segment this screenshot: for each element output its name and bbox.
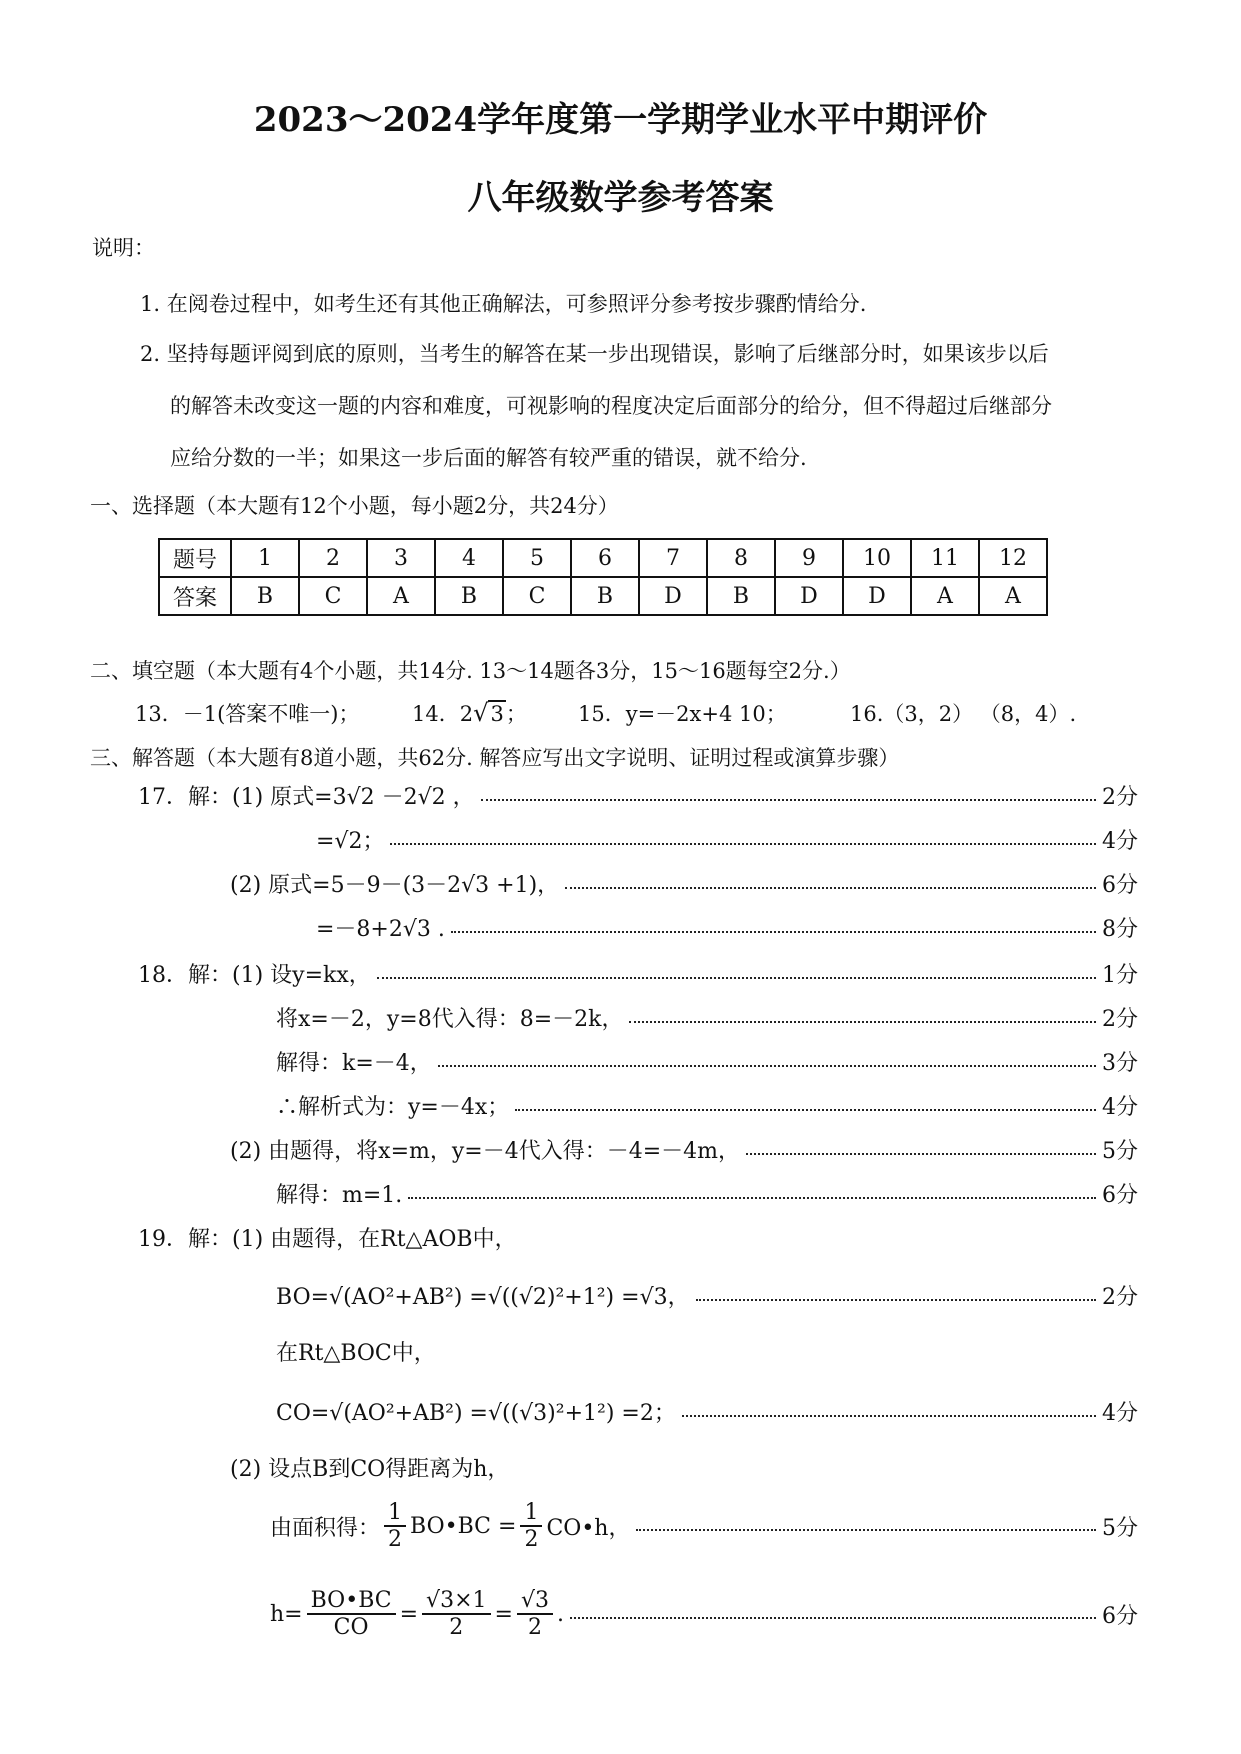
fraction: $\frac{1}{2}$ bbox=[520, 1500, 542, 1552]
table-row bbox=[159, 577, 1047, 615]
fill-answer-15: 15．y=－2x+4 10； bbox=[578, 702, 787, 726]
q18-step-5: (2) 由题得，将x=m，y=－4代入得：－4=－4m， 5分 bbox=[230, 1134, 1138, 1165]
note-item-1: 1. 在阅卷过程中，如考生还有其他正确解法，可参照评分参考按步骤酌情给分. bbox=[140, 292, 867, 316]
fraction: $\frac{BO•BC}{CO}$ bbox=[307, 1588, 396, 1640]
table-cell: A bbox=[979, 577, 1047, 615]
section2-title: 二、填空题（本大题有4个小题，共14分. 13～14题各3分，15～16题每空2分.） bbox=[90, 659, 851, 683]
fraction: $\frac{1}{2}$ bbox=[384, 1500, 406, 1552]
q18-step-6: 解得：m=1. 6分 bbox=[276, 1178, 1138, 1209]
notes-label: 说明： bbox=[92, 236, 155, 260]
fill-answer-14: 14．2√3； bbox=[412, 699, 527, 727]
table-cell: 11 bbox=[911, 539, 979, 577]
fill-answer-16: 16.（3，2） （8，4）. bbox=[850, 702, 1077, 726]
note-item-2-cont: 的解答未改变这一题的内容和难度，可视影响的程度决定后面部分的给分，但不得超过后继部分 bbox=[170, 394, 1052, 418]
table-cell: 12 bbox=[979, 539, 1047, 577]
table-cell: A bbox=[367, 577, 435, 615]
page-subtitle: 八年级数学参考答案 bbox=[467, 178, 774, 218]
score-label: 2分 bbox=[1102, 1285, 1138, 1310]
score-label: 8分 bbox=[1102, 917, 1138, 942]
q17-step-3: (2) 原式=5－9－(3－2√3 +1)， 6分 bbox=[230, 868, 1138, 899]
q19-step-5: (2) 设点B到CO得距离为h， bbox=[230, 1457, 510, 1482]
table-cell: D bbox=[639, 577, 707, 615]
q19-step-2: BO=√(AO²+AB²) =√((√2)²+1²) =√3， 2分 bbox=[276, 1280, 1138, 1311]
score-label: 2分 bbox=[1102, 785, 1138, 810]
table-row bbox=[159, 539, 1047, 577]
score-label: 1分 bbox=[1102, 963, 1138, 988]
table-cell: 4 bbox=[435, 539, 503, 577]
table-cell: 2 bbox=[299, 539, 367, 577]
table-cell: A bbox=[911, 577, 979, 615]
q18-step-1: 18．解：(1) 设y=kx， 1分 bbox=[138, 958, 1138, 989]
table-cell: 8 bbox=[707, 539, 775, 577]
note-item-2: 2. 坚持每题评阅到底的原则，当考生的解答在某一步出现错误，影响了后继部分时，如果该步以后 bbox=[140, 342, 1049, 366]
answer-table bbox=[158, 538, 1048, 616]
score-label: 2分 bbox=[1102, 1007, 1138, 1032]
score-label: 4分 bbox=[1102, 1095, 1138, 1120]
fraction: $\frac{√3}{2}$ bbox=[517, 1588, 553, 1640]
q17-step-2: =√2； 4分 bbox=[316, 824, 1138, 855]
q19-step-3: 在Rt△BOC中， bbox=[276, 1341, 436, 1366]
table-cell: 10 bbox=[843, 539, 911, 577]
table-cell: D bbox=[843, 577, 911, 615]
score-label: 5分 bbox=[1102, 1139, 1138, 1164]
score-label: 5分 bbox=[1102, 1515, 1138, 1541]
q18-step-2: 将x=－2，y=8代入得：8=－2k， 2分 bbox=[276, 1002, 1138, 1033]
table-cell: 3 bbox=[367, 539, 435, 577]
fill-answer-13: 13．－1(答案不唯一)； bbox=[135, 702, 360, 726]
note-item-2-cont: 应给分数的一半；如果这一步后面的解答有较严重的错误，就不给分. bbox=[170, 446, 807, 470]
score-label: 4分 bbox=[1102, 829, 1138, 854]
q18-step-3: 解得：k=－4， 3分 bbox=[276, 1046, 1138, 1077]
table-cell: C bbox=[299, 577, 367, 615]
table-cell: B bbox=[231, 577, 299, 615]
q17-step-1: 17．解：(1) 原式=3√2 －2√2 ， 2分 bbox=[138, 780, 1138, 811]
table-cell: B bbox=[571, 577, 639, 615]
q18-step-4: ∴解析式为：y=－4x； 4分 bbox=[276, 1090, 1138, 1121]
table-cell: B bbox=[707, 577, 775, 615]
table-header-cell: 题号 bbox=[159, 539, 231, 577]
score-label: 6分 bbox=[1102, 873, 1138, 898]
q19-step-4: CO=√(AO²+AB²) =√((√3)²+1²) =2； 4分 bbox=[276, 1396, 1138, 1427]
section3-title: 三、解答题（本大题有8道小题，共62分. 解答应写出文字说明、证明过程或演算步骤） bbox=[90, 746, 900, 770]
table-cell: B bbox=[435, 577, 503, 615]
section1-title: 一、选择题（本大题有12个小题，每小题2分，共24分） bbox=[90, 494, 619, 518]
score-label: 6分 bbox=[1102, 1183, 1138, 1208]
score-label: 3分 bbox=[1102, 1051, 1138, 1076]
table-cell: D bbox=[775, 577, 843, 615]
table-cell: 7 bbox=[639, 539, 707, 577]
table-header-cell: 答案 bbox=[159, 577, 231, 615]
table-cell: 9 bbox=[775, 539, 843, 577]
score-label: 6分 bbox=[1102, 1603, 1138, 1629]
table-cell: 1 bbox=[231, 539, 299, 577]
q17-step-4: =－8+2√3 . 8分 bbox=[316, 912, 1138, 943]
table-cell: C bbox=[503, 577, 571, 615]
table-cell: 5 bbox=[503, 539, 571, 577]
page-title: 2023～2024学年度第一学期学业水平中期评价 bbox=[253, 100, 988, 140]
table-cell: 6 bbox=[571, 539, 639, 577]
q19-step-1: 19．解：(1) 由题得，在Rt△AOB中， bbox=[138, 1227, 517, 1252]
q19-step-6: 由面积得： $\frac{1}{2}$ BO•BC = $\frac{1}{2}$ CO•h， 5分 bbox=[270, 1500, 1138, 1552]
fraction: $\frac{√3\times 1}{2}$ bbox=[422, 1588, 490, 1640]
score-label: 4分 bbox=[1102, 1401, 1138, 1426]
q19-step-7: h= $\frac{BO•BC}{CO}$ = $\frac{√3\times 1}{2}$ = $\frac{√3}{2}$ . 6分 bbox=[270, 1588, 1138, 1640]
